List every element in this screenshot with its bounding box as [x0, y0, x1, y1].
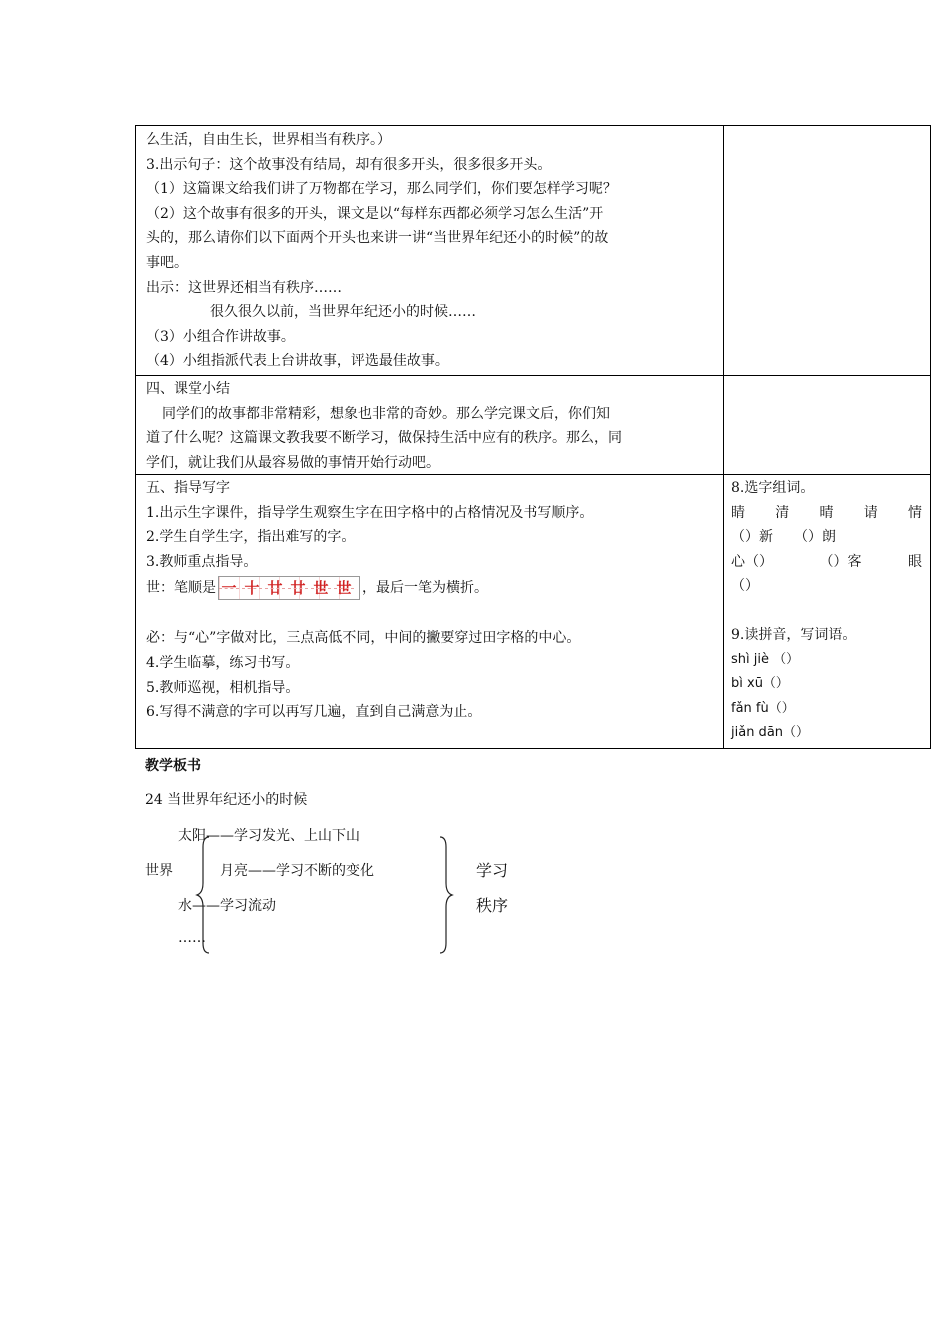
stroke-order-line	[146, 574, 716, 602]
lesson-cell	[135, 375, 724, 475]
board-title: 24 当世界年纪还小的时候	[145, 792, 308, 808]
stroke-step: 世	[311, 577, 331, 599]
question-9: 9.读拼音，写词语。	[731, 626, 857, 643]
stroke-step: 十	[242, 577, 262, 599]
pinyin-item: bì xū（）	[731, 676, 789, 692]
table-row	[135, 125, 931, 376]
stroke-step: 一	[219, 577, 239, 599]
text-line: （3）小组合作讲故事。	[146, 328, 295, 345]
text-line: 4.学生临摹，练习书写。	[146, 654, 300, 671]
lesson-cell	[135, 474, 724, 749]
blank-item: 心（）	[731, 553, 773, 570]
char-choices	[731, 501, 922, 526]
board-world: 世界	[145, 863, 173, 879]
text-line: 头的，那么请你们以下面两个开头也来讲一讲“当世界年纪还小的时候”的故	[146, 230, 609, 247]
stroke-step: 廿	[265, 577, 285, 599]
board-result: 学习	[476, 861, 509, 880]
text-line: （1）这篇课文给我们讲了万物都在学习，那么同学们，你们要怎样学习呢？	[146, 181, 617, 198]
lesson-table	[135, 125, 931, 749]
question-8: 8.选字组词。	[731, 480, 815, 496]
blank-item: （）客	[819, 553, 862, 570]
char-choice: 请	[863, 504, 878, 521]
blank-item: 眼	[908, 553, 922, 570]
blank-line: （）	[731, 578, 759, 595]
board-heading: 教学板书	[145, 758, 201, 774]
text-line: 3.出示句子：这个故事没有结局，却有很多开头，很多很多开头。	[146, 156, 552, 173]
char-choice: 清	[775, 504, 790, 521]
text-line: 3.教师重点指导。	[146, 553, 258, 570]
notes-cell	[723, 125, 931, 376]
stroke-order-image	[218, 576, 360, 600]
notes-cell	[723, 375, 931, 475]
text-line: 1.出示生字课件，指导学生观察生字在田字格中的占格情况及书写顺序。	[146, 504, 594, 521]
pinyin-item: jiǎn dān（）	[731, 725, 810, 741]
text-line: 么生活，自由生长，世界相当有秩序。）	[146, 132, 391, 148]
right-brace	[436, 835, 456, 955]
text-line: 很久很久以前，当世界年纪还小的时候……	[210, 304, 476, 321]
char-choice: 睛	[731, 504, 745, 521]
char-choice: 晴	[819, 504, 834, 521]
text-line: 道了什么呢？这篇课文教我要不断学习，做保持生活中应有的秩序。那么，同	[146, 430, 622, 447]
exercise-cell	[723, 474, 931, 749]
board-item: 水——学习流动	[178, 898, 276, 914]
text-line: 必：与“心”字做对比，三点高低不同，中间的撇要穿过田字格的中心。	[146, 630, 581, 647]
char-choice: 情	[908, 504, 922, 521]
stroke-suffix: ，最后一笔为横折。	[362, 580, 488, 597]
board-item: 太阳——学习发光、上山下山	[178, 828, 360, 844]
table-row	[135, 474, 931, 749]
board-item: ……	[178, 930, 206, 946]
stroke-step: 世	[334, 577, 354, 599]
blank-line: （）新 （）朗	[731, 529, 836, 546]
left-brace	[195, 835, 215, 955]
text-line: 事吧。	[146, 254, 188, 271]
stroke-prefix: 世：笔顺是	[146, 580, 216, 597]
text-line: 5.教师巡视，相机指导。	[146, 679, 300, 696]
text-line: （4）小组指派代表上台讲故事，评选最佳故事。	[146, 353, 449, 370]
section-heading: 五、指导写字	[146, 480, 230, 496]
board-result: 秩序	[476, 896, 509, 915]
text-line: 同学们的故事都非常精彩，想象也非常的奇妙。那么学完课文后，你们知	[162, 405, 610, 422]
text-line: （2）这个故事有很多的开头，课文是以“每样东西都必须学习怎么生活”开	[146, 205, 604, 222]
text-line: 出示：这世界还相当有秩序……	[146, 279, 342, 296]
blank-line	[731, 550, 922, 575]
pinyin-item: fǎn fù（）	[731, 700, 795, 716]
stroke-step: 廿	[288, 577, 308, 599]
lesson-cell	[135, 125, 724, 376]
table-row	[135, 375, 931, 475]
text-line: 6.写得不满意的字可以再写几遍，直到自己满意为止。	[146, 704, 482, 721]
pinyin-item: shì jiè （）	[731, 651, 800, 667]
board-item: 月亮——学习不断的变化	[220, 863, 374, 879]
text-line: 学们，就让我们从最容易做的事情开始行动吧。	[146, 454, 440, 471]
text-line: 2.学生自学生字，指出难写的字。	[146, 529, 356, 546]
section-heading: 四、课堂小结	[146, 381, 230, 397]
